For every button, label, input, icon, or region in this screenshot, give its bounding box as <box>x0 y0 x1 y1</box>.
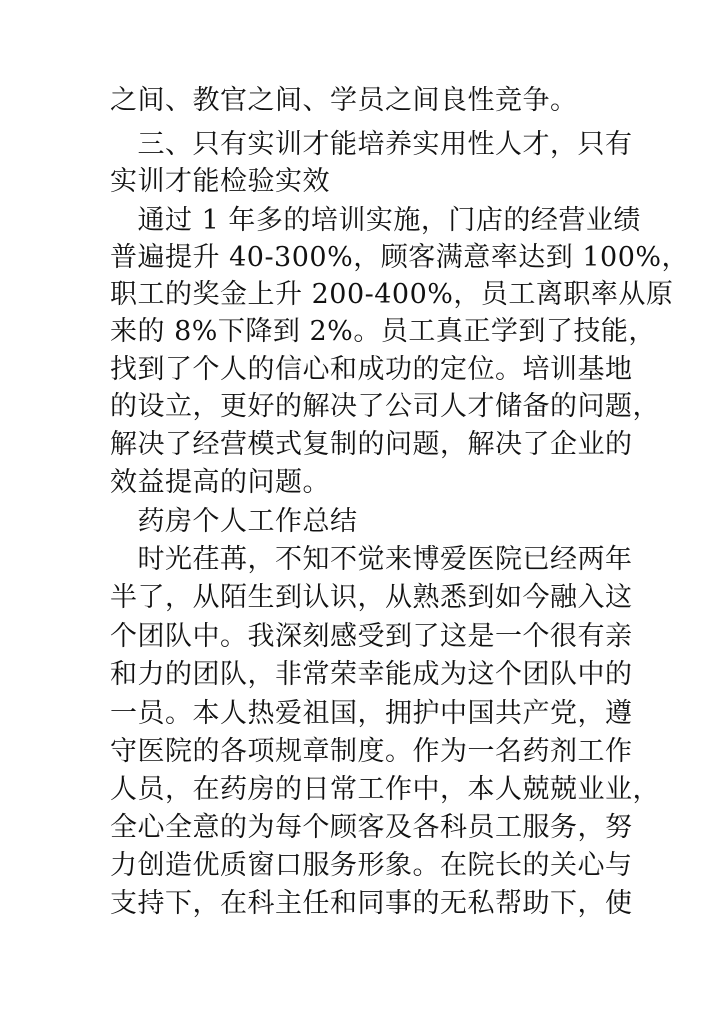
section-heading: 药房个人工作总结 <box>110 506 358 537</box>
text-line: 普遍提升 40-300%，顾客满意率达到 100%， <box>110 242 690 273</box>
text-line: 之间、教官之间、学员之间良性竞争。 <box>110 85 578 116</box>
text-line: 找到了个人的信心和成功的定位。培训基地 <box>110 354 633 385</box>
text-line: 三、只有实训才能培养实用性人才，只有 <box>110 129 633 160</box>
text-line: 职工的奖金上升 200-400%，员工离职率从原 <box>110 279 674 310</box>
text-line: 通过 1 年多的培训实施，门店的经营业绩 <box>110 205 641 236</box>
text-line: 个团队中。我深刻感受到了这是一个很有亲 <box>110 621 633 652</box>
text-line: 半了，从陌生到认识，从熟悉到如今融入这 <box>110 582 633 613</box>
text-line: 人员，在药房的日常工作中，本人兢兢业业， <box>110 774 660 805</box>
text-line: 效益提高的问题。 <box>110 467 330 498</box>
text-line: 实训才能检验实效 <box>110 166 330 197</box>
text-line: 一员。本人热爱祖国，拥护中国共产党，遵 <box>110 698 633 729</box>
text-line: 的设立，更好的解决了公司人才储备的问题， <box>110 391 660 422</box>
text-line: 守医院的各项规章制度。作为一名药剂工作 <box>110 736 633 767</box>
text-line: 来的 8%下降到 2%。员工真正学到了技能， <box>110 316 656 347</box>
text-line: 时光荏苒，不知不觉来博爱医院已经两年 <box>110 544 633 575</box>
text-line: 解决了经营模式复制的问题，解决了企业的 <box>110 429 633 460</box>
text-line: 力创造优质窗口服务形象。在院长的关心与 <box>110 850 633 881</box>
text-line: 和力的团队，非常荣幸能成为这个团队中的 <box>110 659 633 690</box>
text-line: 支持下，在科主任和同事的无私帮助下，使 <box>110 888 633 919</box>
text-line: 全心全意的为每个顾客及各科员工服务，努 <box>110 812 633 843</box>
